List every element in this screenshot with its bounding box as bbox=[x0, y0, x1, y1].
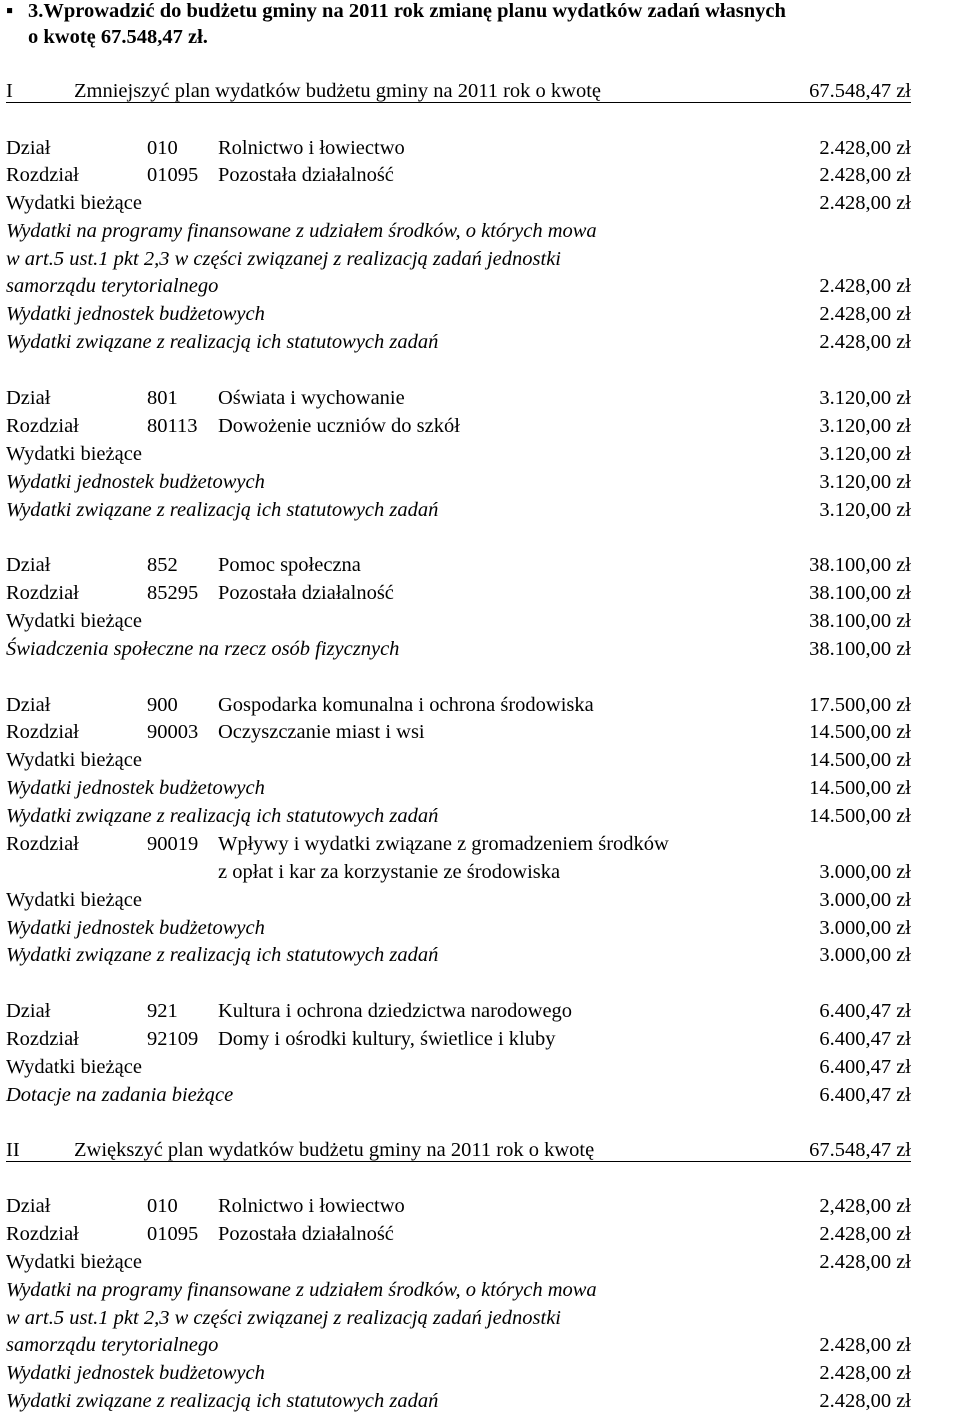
section-number: I bbox=[6, 80, 13, 102]
row-amount: 2,428,00 zł bbox=[819, 1195, 911, 1217]
row-label: Wydatki związane z realizacją ich statutowych zadań bbox=[6, 499, 439, 521]
row-name: Oświata i wychowanie bbox=[218, 387, 405, 409]
heading-line-1 bbox=[6, 0, 956, 24]
section-text: Zwiększyć plan wydatków budżetu gminy na 2011 rok o kwotę bbox=[74, 1139, 595, 1161]
rozdzial-row-continued bbox=[6, 859, 911, 886]
biezace-row bbox=[6, 887, 911, 914]
row-code: 01095 bbox=[147, 1223, 199, 1245]
rozdzial-row bbox=[6, 831, 911, 858]
row-label: Dział bbox=[6, 387, 51, 409]
swiadczenia-row bbox=[6, 636, 911, 663]
row-name: Wpływy i wydatki związane z gromadzeniem środków bbox=[218, 833, 669, 855]
row-code: 85295 bbox=[147, 582, 199, 604]
row-amount: 3.120,00 zł bbox=[819, 499, 911, 521]
row-label: Wydatki bieżące bbox=[6, 1251, 142, 1273]
section-amount: 67.548,47 zł bbox=[809, 1139, 911, 1161]
row-label: Dział bbox=[6, 137, 51, 159]
row-amount: 3.000,00 zł bbox=[819, 889, 911, 911]
row-name: Domy i ośrodki kultury, świetlice i kluby bbox=[218, 1028, 556, 1050]
row-amount: 14.500,00 zł bbox=[809, 777, 911, 799]
row-name: Pozostała działalność bbox=[218, 582, 394, 604]
row-label: Wydatki bieżące bbox=[6, 610, 142, 632]
rozdzial-row bbox=[6, 162, 911, 189]
row-label: Wydatki bieżące bbox=[6, 443, 142, 465]
row-amount: 6.400,47 zł bbox=[819, 1000, 911, 1022]
dotacje-row bbox=[6, 1082, 911, 1109]
row-amount: 2.428,00 zł bbox=[819, 303, 911, 325]
rozdzial-row bbox=[6, 1221, 911, 1248]
biezace-row bbox=[6, 441, 911, 468]
row-amount: 14.500,00 zł bbox=[809, 721, 911, 743]
row-name: Pozostała działalność bbox=[218, 164, 394, 186]
row-label: Dział bbox=[6, 1000, 51, 1022]
row-code: 90019 bbox=[147, 833, 199, 855]
row-amount: 17.500,00 zł bbox=[809, 694, 911, 716]
row-name: Gospodarka komunalna i ochrona środowiska bbox=[218, 694, 594, 716]
statutowych-row bbox=[6, 942, 911, 969]
row-amount: 2.428,00 zł bbox=[819, 1390, 911, 1412]
row-label: Wydatki związane z realizacją ich statutowych zadań bbox=[6, 331, 439, 353]
row-amount: 2.428,00 zł bbox=[819, 1334, 911, 1356]
row-amount: 2.428,00 zł bbox=[819, 164, 911, 186]
section-ii-underline bbox=[6, 1161, 911, 1162]
row-label: Rozdział bbox=[6, 833, 79, 855]
row-amount: 3.000,00 zł bbox=[819, 917, 911, 939]
row-code: 80113 bbox=[147, 415, 198, 437]
row-amount: 3.000,00 zł bbox=[819, 944, 911, 966]
programy-line: Wydatki na programy finansowane z udziałem środków, o których mowa bbox=[6, 1279, 597, 1301]
row-amount: 3.120,00 zł bbox=[819, 471, 911, 493]
row-label: Dział bbox=[6, 694, 51, 716]
biezace-row bbox=[6, 190, 911, 217]
row-code: 90003 bbox=[147, 721, 199, 743]
row-name: Pozostała działalność bbox=[218, 1223, 394, 1245]
biezace-row bbox=[6, 1054, 911, 1081]
row-amount: 14.500,00 zł bbox=[809, 749, 911, 771]
biezace-row bbox=[6, 1249, 911, 1276]
row-code: 900 bbox=[147, 694, 178, 716]
row-amount: 2.428,00 zł bbox=[819, 1223, 911, 1245]
row-code: 010 bbox=[147, 137, 178, 159]
row-amount: 2.428,00 zł bbox=[819, 331, 911, 353]
row-amount: 38.100,00 zł bbox=[809, 582, 911, 604]
biezace-row bbox=[6, 747, 911, 774]
row-amount: 2.428,00 zł bbox=[819, 275, 911, 297]
dzial-row bbox=[6, 135, 911, 162]
rozdzial-row bbox=[6, 580, 911, 607]
row-label: Wydatki jednostek budżetowych bbox=[6, 917, 265, 939]
statutowych-row bbox=[6, 803, 911, 830]
row-name: Kultura i ochrona dziedzictwa narodowego bbox=[218, 1000, 573, 1022]
jednostek-row bbox=[6, 301, 911, 328]
section-text: Zmniejszyć plan wydatków budżetu gminy na 2011 rok o kwotę bbox=[74, 80, 602, 102]
rozdzial-row bbox=[6, 1026, 911, 1053]
row-label: Rozdział bbox=[6, 721, 79, 743]
row-name: z opłat i kar za korzystanie ze środowiska bbox=[218, 861, 561, 883]
row-label: Wydatki związane z realizacją ich statutowych zadań bbox=[6, 805, 439, 827]
document-heading bbox=[6, 0, 956, 50]
programy-line: w art.5 ust.1 pkt 2,3 w części związanej z realizacją zadań jednostki bbox=[6, 247, 562, 270]
row-amount: 2.428,00 zł bbox=[819, 192, 911, 214]
row-name: Rolnictwo i łowiectwo bbox=[218, 137, 405, 159]
row-code: 852 bbox=[147, 554, 178, 576]
row-code: 01095 bbox=[147, 164, 199, 186]
row-amount: 14.500,00 zł bbox=[809, 805, 911, 827]
row-amount: 2.428,00 zł bbox=[819, 1251, 911, 1273]
row-label: Rozdział bbox=[6, 582, 79, 604]
row-label: Wydatki jednostek budżetowych bbox=[6, 1362, 265, 1384]
row-code: 921 bbox=[147, 1000, 178, 1022]
row-name: Oczyszczanie miast i wsi bbox=[218, 721, 425, 743]
row-amount: 3.120,00 zł bbox=[819, 415, 911, 437]
row-label: Wydatki bieżące bbox=[6, 749, 142, 771]
section-ii bbox=[6, 1137, 911, 1164]
section-amount: 67.548,47 zł bbox=[809, 80, 911, 102]
row-label: Wydatki bieżące bbox=[6, 1056, 142, 1078]
row-label: Wydatki bieżące bbox=[6, 889, 142, 911]
row-label: Dział bbox=[6, 554, 51, 576]
row-amount: 6.400,47 zł bbox=[819, 1056, 911, 1078]
row-code: 801 bbox=[147, 387, 178, 409]
row-label: Rozdział bbox=[6, 1028, 79, 1050]
row-amount: 38.100,00 zł bbox=[809, 610, 911, 632]
rozdzial-row bbox=[6, 719, 911, 746]
row-label: Rozdział bbox=[6, 164, 79, 186]
row-amount: 38.100,00 zł bbox=[809, 554, 911, 576]
row-label: Wydatki jednostek budżetowych bbox=[6, 777, 265, 799]
dzial-row bbox=[6, 552, 911, 579]
row-label: Świadczenia społeczne na rzecz osób fizycznych bbox=[6, 638, 400, 660]
square-bullet-icon: ▪ bbox=[6, 0, 14, 22]
row-label: Rozdział bbox=[6, 415, 79, 437]
dzial-row bbox=[6, 385, 911, 412]
section-i-underline bbox=[6, 102, 911, 103]
row-amount: 3.000,00 zł bbox=[819, 861, 911, 883]
statutowych-row bbox=[6, 1388, 911, 1415]
row-code: 010 bbox=[147, 1195, 178, 1217]
programy-line: w art.5 ust.1 pkt 2,3 w części związanej z realizacją zadań jednostki bbox=[6, 1306, 562, 1329]
row-name: Pomoc społeczna bbox=[218, 554, 361, 576]
row-label: Wydatki związane z realizacją ich statutowych zadań bbox=[6, 1390, 439, 1412]
row-label: Wydatki związane z realizacją ich statutowych zadań bbox=[6, 944, 439, 966]
jednostek-row bbox=[6, 775, 911, 802]
rozdzial-row bbox=[6, 413, 911, 440]
jednostek-row bbox=[6, 915, 911, 942]
section-i bbox=[6, 78, 911, 105]
jednostek-row bbox=[6, 469, 911, 496]
programy-line: samorządu terytorialnego bbox=[6, 1334, 219, 1356]
section-number: II bbox=[6, 1139, 20, 1161]
row-amount: 2.428,00 zł bbox=[819, 137, 911, 159]
statutowych-row bbox=[6, 497, 911, 524]
row-amount: 38.100,00 zł bbox=[809, 638, 911, 660]
biezace-row bbox=[6, 608, 911, 635]
row-name: Rolnictwo i łowiectwo bbox=[218, 1195, 405, 1217]
row-amount: 3.120,00 zł bbox=[819, 387, 911, 409]
row-label: Wydatki jednostek budżetowych bbox=[6, 303, 265, 325]
programy-line: Wydatki na programy finansowane z udziałem środków, o których mowa bbox=[6, 220, 597, 242]
row-label: Dział bbox=[6, 1195, 51, 1217]
row-label: Wydatki jednostek budżetowych bbox=[6, 471, 265, 493]
row-label: Wydatki bieżące bbox=[6, 192, 142, 214]
row-amount: 6.400,47 zł bbox=[819, 1028, 911, 1050]
row-amount: 3.120,00 zł bbox=[819, 443, 911, 465]
programy-amount-row bbox=[6, 1332, 911, 1359]
heading-line-2: o kwotę 67.548,47 zł. bbox=[28, 26, 208, 48]
statutowych-row bbox=[6, 329, 911, 356]
programy-amount-row bbox=[6, 273, 911, 300]
row-amount: 2.428,00 zł bbox=[819, 1362, 911, 1384]
heading-text-1: 3.Wprowadzić do budżetu gminy na 2011 rok zmianę planu wydatków zadań własnych bbox=[28, 0, 786, 22]
dzial-row bbox=[6, 998, 911, 1025]
programy-line: samorządu terytorialnego bbox=[6, 275, 219, 297]
dzial-row bbox=[6, 1193, 911, 1220]
row-name: Dowożenie uczniów do szkół bbox=[218, 415, 460, 437]
row-amount: 6.400,47 zł bbox=[819, 1084, 911, 1106]
row-label: Rozdział bbox=[6, 1223, 79, 1245]
dzial-row bbox=[6, 692, 911, 719]
row-label: Dotacje na zadania bieżące bbox=[6, 1084, 234, 1106]
row-code: 92109 bbox=[147, 1028, 199, 1050]
jednostek-row bbox=[6, 1360, 911, 1387]
